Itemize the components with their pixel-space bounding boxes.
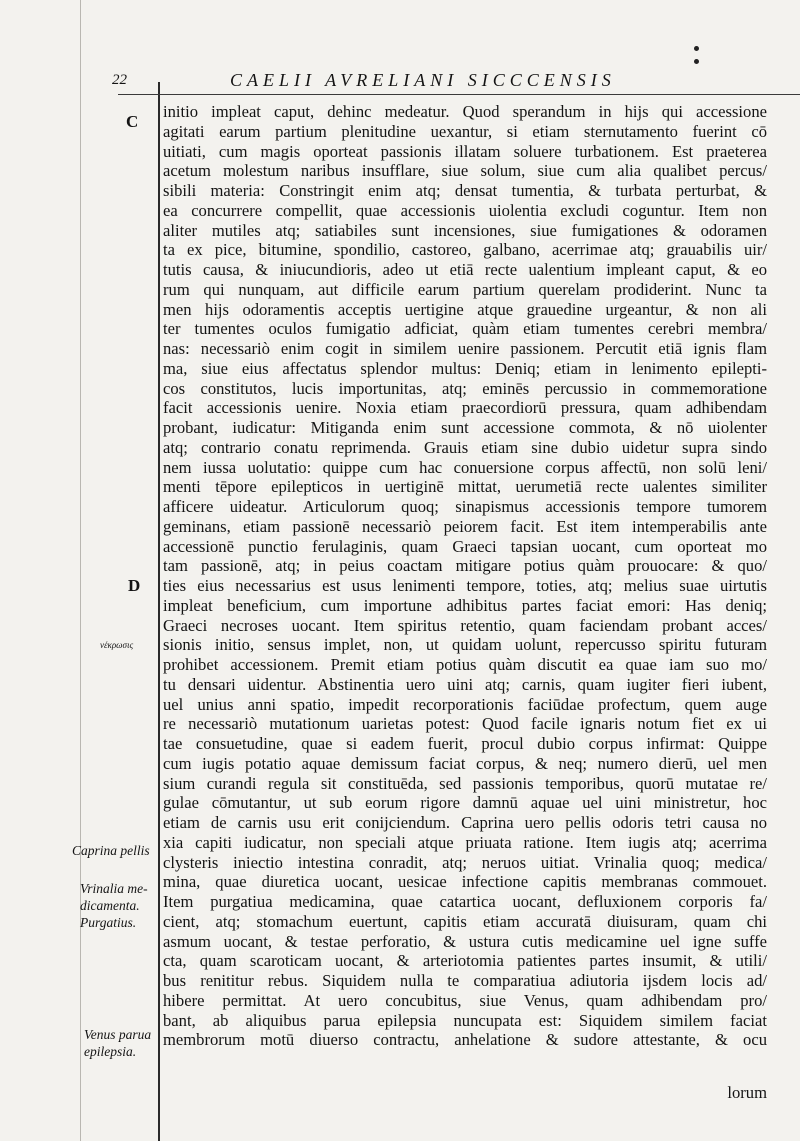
text-line: tu densari uidentur. Abstinentia uero uini atq; carnis, quam iugiter fieri iubent, <box>163 674 767 694</box>
catchword-block <box>163 1083 767 1103</box>
text-line: bus renititur rebus. Siquidem nulla te comparatiua adiutoria ijsdem locis ad/ <box>163 971 767 990</box>
ink-dot <box>694 46 699 51</box>
body-text <box>163 102 767 1050</box>
text-line: ma, siue eius affectatus splendor multus: Deniq; etiam in lenimento epilepti- <box>163 358 767 378</box>
margin-note-venus <box>84 1026 151 1060</box>
text-line: probant, iudicatur: Mitiganda enim sunt accessione commota, & nō uiolenter <box>163 418 767 437</box>
text-line: acetum molestum naribus insufflare, siue solum, siue cum alia qualibet percus/ <box>163 161 767 181</box>
section-letter-d: D <box>128 576 141 595</box>
text-line: cos constitutos, lucis importunitas, atq; eminēs percussio in commemoratione <box>163 378 767 398</box>
margin-note-line: epilepsia. <box>84 1044 137 1059</box>
page-header <box>112 72 800 96</box>
text-line: ea concurrere compellit, quae accessionis uiolentia excludi coguntur. Item non <box>163 200 767 220</box>
text-line: clysteris iniectio intestina conradit, atq; neruos uitiat. Vrinalia quoq; medica/ <box>163 852 767 872</box>
text-line: uel unius anni spatio, impedit recorporationis faciūdae profectum, quem auge <box>163 694 767 714</box>
page-number: 22 <box>112 72 127 88</box>
margin-note-line: Purgatius. <box>80 915 137 930</box>
ink-dot <box>694 59 699 64</box>
text-line: bant, ab aliquibus parua epilepsia nuncupata est: Siquidem similem faciat <box>163 1010 767 1030</box>
text-line: sium curandi regula sit constituēda, sed passionis temporibus, quorū mutatae re/ <box>163 773 767 793</box>
text-line: geminans, etiam passionē necessariò peiorem facit. Est item intemperabilis ante <box>163 516 767 536</box>
text-line: rum qui nunquam, aut difficile earum partium querelam prodiderint. Nunc ta <box>163 279 767 299</box>
text-line: re necessariò mutationum uarietas potest: Quod facile ignaris notum fiet ex ui <box>163 714 767 734</box>
text-line: nem iussa uolutatio: quippe cum hac conuersione corpus affectū, non solū leni/ <box>163 457 767 477</box>
text-line: cient, atq; stomachum euertunt, capitis etiam accuratā diuisuram, quam chi <box>163 911 767 931</box>
text-line: tutis causa, & iniucundioris, adeo ut etiā recte ualentium impleant caput, & eo <box>163 260 767 279</box>
text-line: ter tumentes oculos fumigatio adficiat, quàm etiam tumentes cerebri membra/ <box>163 319 767 339</box>
text-line: prohibet accessionem. Premit etiam potius quàm discutit ea quae iam suo mo/ <box>163 655 767 674</box>
gutter-rule <box>80 0 81 1141</box>
text-line: sionis initio, sensus implet, non, ut quidam uolunt, repercusso spiritu futuram <box>163 635 767 655</box>
text-line: nas: necessariò enim cogit in similem uenire passionem. Percutit etiā ignis flam <box>163 339 767 358</box>
text-line: facit accessionis uenire. Noxia etiam praecordiorū pressura, quam adhibendam <box>163 398 767 418</box>
text-line: ta ex pice, bitumine, spondilio, castoreo, galbano, acerrimae atq; grauabilis uir/ <box>163 240 767 260</box>
text-line: tae consuetudine, quae si eadem fuerit, procul dubio corpus infirmat: Quippe <box>163 734 767 753</box>
text-line: atq; contrario conatu reprimenda. Grauis etiam sine dubio uidetur supra sindo <box>163 437 767 457</box>
text-line: etiam de carnis usu erit conijciendum. Caprina uero pellis odoris tetri causa no <box>163 813 767 832</box>
section-letter-c: C <box>126 112 139 131</box>
text-line: initio impleat caput, dehinc medeatur. Quod sperandum in hijs qui accessione <box>163 102 767 121</box>
margin-note-line: Venus parua <box>84 1027 152 1042</box>
margin-rule <box>158 82 160 1141</box>
margin-note-line: dicamenta. <box>80 898 140 913</box>
text-line: sibili materia: Constringit enim atq; densat tumentia, & turbata perturbat, & <box>163 181 767 200</box>
text-line: aliter mutiles atq; satiabiles sunt incensiones, siue fumigationes & odoramen <box>163 220 767 240</box>
margin-note-caprina <box>72 842 150 859</box>
text-line: ties eius necessarius est usus lenimenti tempore, toties, atq; melius suae uirtutis <box>163 576 767 595</box>
text-line: tam passionē, atq; in peius coactam mitigare potius quàm prouocare: & quo/ <box>163 556 767 576</box>
text-line: Item purgatiua medicamina, quae catartica uocant, defluxionem corporis fa/ <box>163 892 767 911</box>
margin-note-line: Vrinalia me- <box>80 881 148 896</box>
text-line: uitiati, cum magis oporteat passionis illatam soluere turbationem. Est praeterea <box>163 141 767 161</box>
text-line: xia capiti iudicatur, non speciali atque priuata ratione. Item iugis atq; acerrima <box>163 832 767 852</box>
text-line: cta, quam scaroticam uocant, & arteriotomia patientes partes insumit, & utili/ <box>163 951 767 971</box>
text-line: hibere permittat. At uero concubitus, siue Venus, quam adhibendam pro/ <box>163 990 767 1010</box>
text-line: mina, quae diuretica uocant, uesicae infectione capitis membranas commouet. <box>163 872 767 892</box>
catchword: lorum <box>727 1083 767 1102</box>
text-line: cum iugis potatio aquae demissum faciat corpus, & neq; numero dierū, uel men <box>163 753 767 773</box>
running-head: CAELII AVRELIANI SICCCENSIS <box>230 70 616 90</box>
text-line: asmum uocant, & testae perforatio, & ustura cutis medicamine uel igne suffe <box>163 931 767 951</box>
text-line: agitati earum partium plenitudine uexantur, si etiam sternutamento fuerint cō <box>163 121 767 141</box>
text-line: impleat beneficium, cum importune adhibitus partes faciat emori: Has deniq; <box>163 595 767 615</box>
text-line: gulae cōmutantur, ut sub eorum rigore damnū aquae uel uini ministretur, hoc <box>163 793 767 813</box>
text-line: menti tēpore epilepticos in uertiginē mittat, uerumetiā recte ualentes similiter <box>163 477 767 497</box>
text-line: men hijs odoramentis acceptis uertigine atque grauedine urgeantur, & non ali <box>163 299 767 319</box>
margin-note-greek: νέκρωσις <box>100 640 134 650</box>
margin-note-vrinalia <box>80 880 148 931</box>
margin-note-line: Caprina pellis <box>72 843 150 858</box>
text-line: accessionē punctio ferulaginis, quam Graeci tapsian uocant, cum oporteat mo <box>163 536 767 556</box>
text-line: membrorum motū diuerso contractu, anhelatione & sudore attestante, & ocu <box>163 1030 767 1050</box>
text-line: afficere uideatur. Articulorum quoq; sinapismus accessionis tempore tumorem <box>163 497 767 516</box>
ink-dots <box>694 46 700 70</box>
text-line: Graeci necroses uocant. Item spiritus retentio, quam faciendam probant acces/ <box>163 615 767 635</box>
